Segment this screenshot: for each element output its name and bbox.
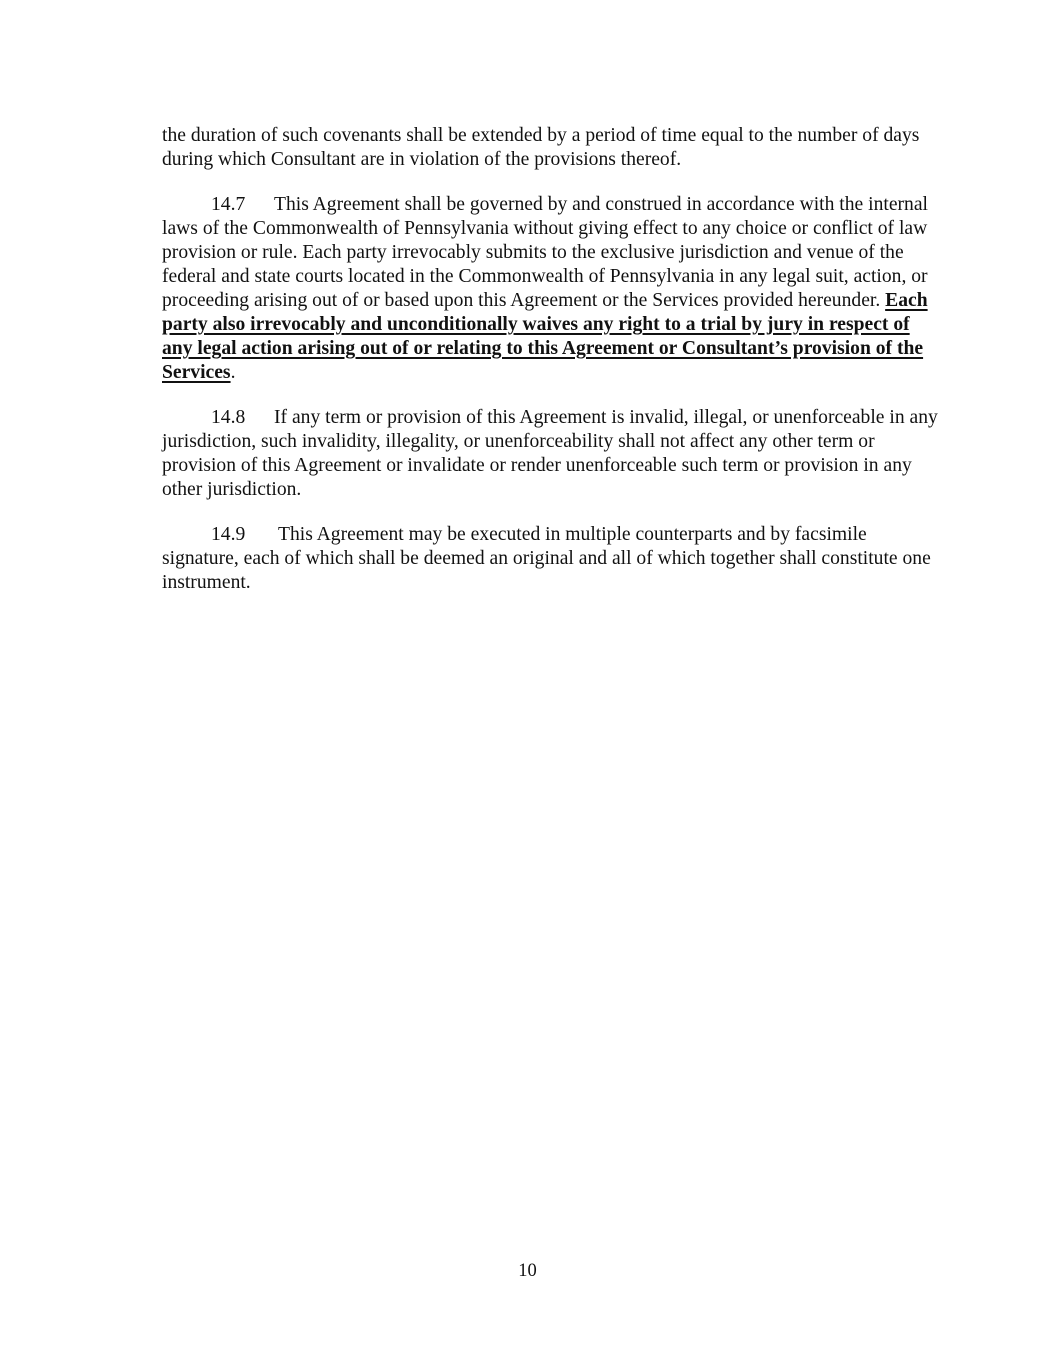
document-body: [162, 124, 942, 616]
section-trailing: .: [230, 362, 236, 383]
section-text: This Agreement may be executed in multiple counterparts and by facsimile signature, each of which shall be deemed an original and all of which together shall constitute one instrument.: [162, 524, 931, 593]
section-number: 14.9: [211, 524, 246, 545]
section-number: 14.7: [211, 194, 246, 215]
section-text: This Agreement shall be governed by and construed in accordance with the internal laws of the Commonwealth of Pennsylvania without giving effect to any choice or conflict of law provision or rule. Each party irrevocably submits to the exclusive jurisdiction and venue of the federal and state courts located in the Commonwealth of Pennsylvania in any legal suit, action, or proceeding arising out of or based upon this Agreement or the Services provided hereunder.: [162, 194, 928, 311]
continuation-text: the duration of such covenants shall be extended by a period of time equal to the number of days during which Consultant are in violation of the provisions thereof.: [162, 125, 920, 170]
section-number: 14.8: [211, 407, 246, 428]
section-14-9: [162, 523, 942, 595]
section-14-7: [162, 193, 942, 385]
section-14-8: [162, 406, 942, 502]
page-number: 10: [518, 1261, 537, 1281]
section-text: If any term or provision of this Agreement is invalid, illegal, or unenforceable in any jurisdiction, such invalidity, illegality, or unenforceability shall not affect any other term or provision of this Agreement or invalidate or render unenforceable such term or provision in any other jurisdiction.: [162, 407, 938, 500]
continuation-paragraph: [162, 124, 942, 172]
jury-waiver-emphasis: Each party also irrevocably and unconditionally waives any right to a trial by jury in respect of any legal action arising out of or relating to this Agreement or Consultant’s provision of the Services: [162, 290, 928, 383]
